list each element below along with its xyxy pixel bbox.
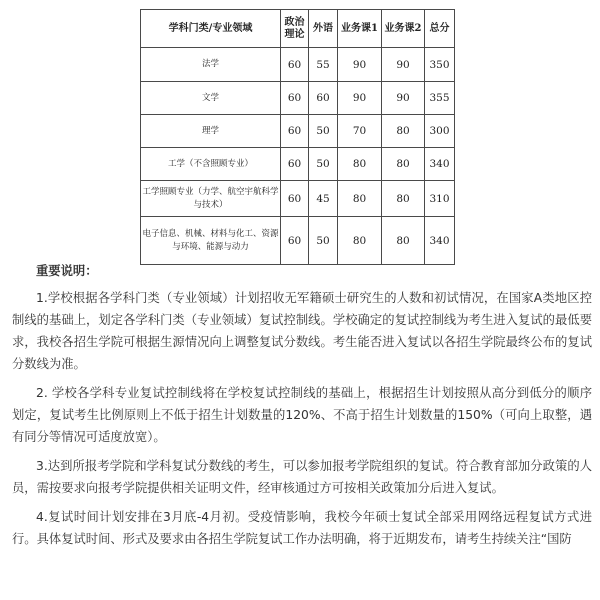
cell-foreign-language: 50 bbox=[309, 115, 338, 148]
cell-subject-1: 80 bbox=[338, 181, 382, 217]
header-subject-1: 业务课1 bbox=[338, 10, 382, 48]
cell-politics: 60 bbox=[281, 217, 309, 265]
cell-subject-2: 90 bbox=[382, 48, 425, 82]
cell-category: 法学 bbox=[141, 48, 281, 82]
table-row bbox=[141, 48, 455, 82]
cell-category: 理学 bbox=[141, 115, 281, 148]
cell-politics: 60 bbox=[281, 181, 309, 217]
cell-total: 340 bbox=[425, 148, 455, 181]
cell-subject-1: 70 bbox=[338, 115, 382, 148]
table-row bbox=[141, 181, 455, 217]
note-paragraph-3: 3.达到所报考学院和学科复试分数线的考生，可以参加报考学院组织的复试。符合教育部加分政策的人员，需按要求向报考学院提供相关证明文件，经审核通过方可按相关政策加分后进入复试。 bbox=[12, 459, 592, 495]
note-paragraph-1: 1.学校根据各学科门类（专业领域）计划招收无军籍硕士研究生的人数和初试情况，在国家A类地区控制线的基础上，划定各学科门类（专业领域）复试控制线。学校确定的复试控制线为考生进入复试的最低要求，我校各招生学院可根据生源情况向上调整复试分数线。考生能否进入复试以各招生学院最终公布的复试分数线为准。 bbox=[12, 291, 592, 371]
table-row bbox=[141, 217, 455, 265]
cell-subject-1: 90 bbox=[338, 48, 382, 82]
table-row bbox=[141, 82, 455, 115]
cell-subject-2: 80 bbox=[382, 181, 425, 217]
cell-subject-1: 80 bbox=[338, 148, 382, 181]
score-table bbox=[140, 9, 455, 265]
cell-category: 工学照顾专业（力学、航空宇航科学与技术） bbox=[141, 181, 281, 217]
cell-subject-2: 80 bbox=[382, 217, 425, 265]
table-row bbox=[141, 115, 455, 148]
cell-foreign-language: 50 bbox=[309, 217, 338, 265]
note-paragraph-2: 2. 学校各学科专业复试控制线将在学校复试控制线的基础上，根据招生计划按照从高分到低分的顺序划定，复试考生比例原则上不低于招生计划数量的120%、不高于招生计划数量的150%（可向上取整，遇有同分等情况可适度放宽）。 bbox=[12, 386, 592, 444]
cell-politics: 60 bbox=[281, 148, 309, 181]
cell-total: 300 bbox=[425, 115, 455, 148]
header-politics: 政治理论 bbox=[281, 10, 309, 48]
cell-total: 310 bbox=[425, 181, 455, 217]
table-row bbox=[141, 148, 455, 181]
header-foreign-language: 外语 bbox=[309, 10, 338, 48]
cell-foreign-language: 60 bbox=[309, 82, 338, 115]
cell-category: 电子信息、机械、材料与化工、资源与环境、能源与动力 bbox=[141, 217, 281, 265]
cell-subject-2: 90 bbox=[382, 82, 425, 115]
cell-subject-2: 80 bbox=[382, 115, 425, 148]
cell-category: 工学（不含照顾专业） bbox=[141, 148, 281, 181]
cell-total: 350 bbox=[425, 48, 455, 82]
cell-politics: 60 bbox=[281, 48, 309, 82]
cell-foreign-language: 45 bbox=[309, 181, 338, 217]
header-subject-2: 业务课2 bbox=[382, 10, 425, 48]
cell-subject-1: 90 bbox=[338, 82, 382, 115]
cell-foreign-language: 50 bbox=[309, 148, 338, 181]
cell-total: 340 bbox=[425, 217, 455, 265]
note-paragraph-4: 4.复试时间计划安排在3月底-4月初。受疫情影响，我校今年硕士复试全部采用网络远程复试方式进行。具体复试时间、形式及要求由各招生学院复试工作办法明确，将于近期发布，请考生持续关注“国防 bbox=[12, 510, 592, 546]
cell-politics: 60 bbox=[281, 115, 309, 148]
header-row bbox=[141, 10, 455, 48]
cell-subject-1: 80 bbox=[338, 217, 382, 265]
notes-section bbox=[12, 262, 592, 557]
notes-heading: 重要说明： bbox=[36, 264, 98, 278]
cell-foreign-language: 55 bbox=[309, 48, 338, 82]
header-category: 学科门类/专业领域 bbox=[141, 10, 281, 48]
cell-category: 文学 bbox=[141, 82, 281, 115]
cell-total: 355 bbox=[425, 82, 455, 115]
header-total: 总分 bbox=[425, 10, 455, 48]
cell-subject-2: 80 bbox=[382, 148, 425, 181]
cell-politics: 60 bbox=[281, 82, 309, 115]
